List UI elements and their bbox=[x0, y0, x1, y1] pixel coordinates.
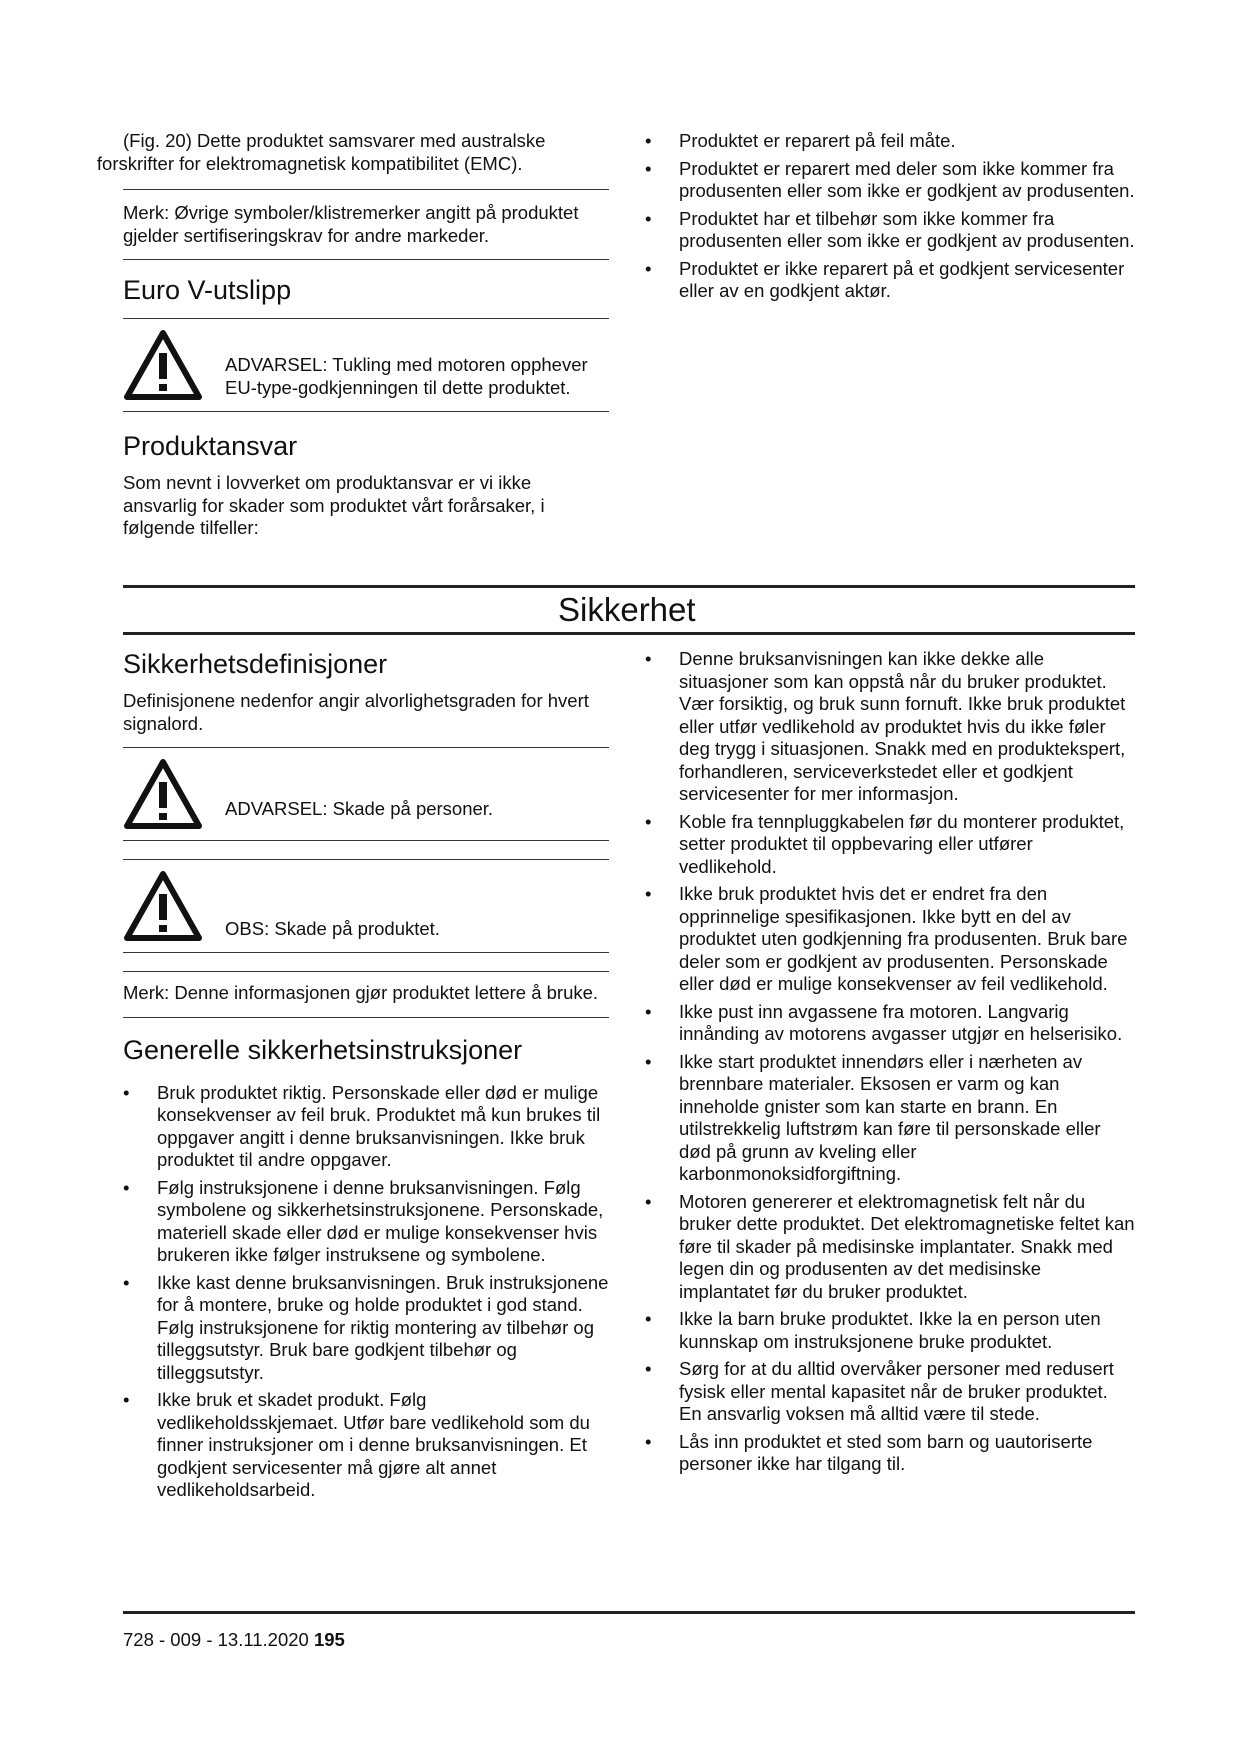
list-item: • Ikke pust inn avgassene fra motoren. Langvarig innånding av motorens avgasser utgjør en helserisiko. bbox=[645, 1000, 1123, 1044]
divider bbox=[123, 1017, 609, 1018]
figure-label: (Fig. 20) bbox=[123, 130, 192, 151]
list-item: • Lås inn produktet et sted som barn og uautoriserte personer ikke har tilgang til. bbox=[645, 1430, 1093, 1474]
figure-text-first: Dette produktet samsvarer med australske bbox=[196, 130, 546, 151]
section-title: Sikkerhet bbox=[558, 591, 696, 628]
divider bbox=[123, 971, 609, 972]
caution-definition-box bbox=[123, 860, 609, 952]
list-item: • Produktet er reparert med deler som ikke kommer fra produsenten eller som ikke er godkjent av produsenten. bbox=[645, 157, 1135, 201]
list-item: • Ikke start produktet innendørs eller i nærheten av brennbare materialer. Eksosen er varm og kan inneholde gnister som kan starte en brann. En utilstrekkelig luftstrøm kan føre til personskade eller død på grunn av kveling eller karbonmonoksidforgiftning. bbox=[645, 1050, 1101, 1184]
bottom-right-column bbox=[645, 648, 1135, 1481]
note-text: Denne informasjonen gjør produktet lettere å bruke. bbox=[169, 982, 599, 1003]
caution-text: Skade på produktet. bbox=[269, 917, 440, 939]
list-item: • Ikke bruk produktet hvis det er endret fra den opprinnelige spesifikasjonen. Ikke bytt en del av produktet uten godkjenning fra produsenten. Bruk bare deler som er godkjent av produsenten. Personskade eller død er mulige konsekvenser av feil vedlikehold. bbox=[645, 883, 1128, 994]
list-item: • Produktet er reparert på feil måte. bbox=[645, 130, 956, 151]
list-item: • Ikke la barn bruke produktet. Ikke la en person uten kunnskap om instruksjonene bruke produktet. bbox=[645, 1308, 1101, 1352]
definitions-heading: Sikkerhetsdefinisjoner bbox=[123, 649, 388, 679]
list-item: • Ikke bruk et skadet produkt. Følg vedlikeholdsskjemaet. Utfør bare vedlikehold som du finner instruksjoner om i denne bruksanvisningen. Et godkjent servicesenter må gjøre alt annet vedlikeholdsarbeid. bbox=[123, 1389, 590, 1500]
warning-definition-box bbox=[123, 748, 609, 840]
note-text: Øvrige symboler/klistremerker angitt på produktet gjelder sertifiseringskrav for andre markeder. bbox=[123, 202, 579, 246]
divider bbox=[123, 840, 609, 841]
warning-triangle-icon bbox=[123, 870, 203, 942]
warning-triangle-icon bbox=[123, 329, 203, 401]
doc-id: 728 - 009 - 13.11.2020 bbox=[123, 1629, 309, 1650]
liability-list bbox=[645, 130, 1135, 303]
list-item: • Følg instruksjonene i denne bruksanvisningen. Følg symbolene og sikkerhetsinstruksjonene. Personskade, materiell skade eller død er mulige konsekvenser hvis brukeren ikke følger instruksene og symbolene. bbox=[123, 1176, 604, 1265]
list-item: • Produktet er ikke reparert på et godkjent servicesenter eller av en godkjent aktør. bbox=[645, 257, 1125, 301]
list-item: • Ikke kast denne bruksanvisningen. Bruk instruksjonene for å montere, bruke og holde produktet i god stand. Følg instruksjonene for riktig montering av tilbehør og tilleggsutstyr. Bruk bare godkjent tilbehør og tilleggsutstyr. bbox=[123, 1271, 609, 1383]
note-paragraph bbox=[123, 982, 609, 1005]
page-number: 195 bbox=[313, 1629, 345, 1650]
warning-text: Skade på personer. bbox=[327, 797, 494, 819]
divider bbox=[123, 189, 609, 190]
figure-reference bbox=[96, 130, 609, 175]
warning-label: ADVARSEL: bbox=[225, 797, 328, 819]
divider bbox=[123, 952, 609, 953]
general-heading: Generelle sikkerhetsinstruksjoner bbox=[123, 1034, 523, 1065]
note-label: Merk: bbox=[123, 982, 170, 1003]
divider bbox=[123, 259, 609, 260]
figure-text-rest: forskrifter for elektromagnetisk kompatibilitet (EMC). bbox=[96, 152, 523, 174]
liability-heading: Produktansvar bbox=[123, 431, 298, 461]
list-item: • Koble fra tennpluggkabelen før du monterer produktet, setter produktet til oppbevaring eller utfører vedlikehold. bbox=[645, 810, 1125, 877]
definitions-intro: Definisjonene nedenfor angir alvorlighetsgraden for hvert signalord. bbox=[123, 690, 589, 734]
liability-text: Som nevnt i lovverket om produktansvar er vi ikke ansvarlig for skader som produktet vårt forårsaker, i følgende tilfeller: bbox=[123, 472, 545, 538]
divider bbox=[123, 411, 609, 412]
footer-divider bbox=[123, 1611, 1135, 1614]
euro-warning-box bbox=[123, 319, 609, 411]
list-item: • Sørg for at du alltid overvåker personer med redusert fysisk eller mental kapasitet når de bruker produktet. En ansvarlig voksen må alltid være til stede. bbox=[645, 1358, 1114, 1424]
section-title-bar bbox=[123, 585, 1135, 635]
list-item: • Produktet har et tilbehør som ikke kommer fra produsenten eller som ikke er godkjent av produsenten. bbox=[645, 207, 1135, 251]
list-item: • Bruk produktet riktig. Personskade eller død er mulige konsekvenser av feil bruk. Produktet må kun brukes til oppgaver angitt i denne bruksanvisningen. Ikke bruk produktet til andre oppgaver. bbox=[123, 1081, 601, 1170]
warning-triangle-icon bbox=[123, 758, 203, 830]
warning-text: Tukling med motoren opphever EU-type-godkjenningen til dette produktet. bbox=[225, 354, 588, 398]
general-safety-list bbox=[123, 1082, 609, 1502]
euro-heading: Euro V-utslipp bbox=[123, 275, 292, 305]
top-right-column bbox=[645, 130, 1135, 308]
footer bbox=[123, 1629, 345, 1651]
safety-list-continued bbox=[645, 648, 1135, 1476]
bottom-left-column bbox=[123, 648, 609, 1507]
note-paragraph bbox=[123, 202, 609, 247]
warning-label: ADVARSEL: bbox=[225, 354, 328, 375]
caution-label: OBS: bbox=[225, 917, 270, 939]
list-item: • Denne bruksanvisningen kan ikke dekke alle situasjoner som kan oppstå når du bruker produktet. Vær forsiktig, og bruk sunn fornuft. Ikke bruk produktet eller utfør vedlikehold av produktet hvis du ikke føler deg trygg i situasjonen. Snakk med en produktekspert, forhandleren, serviceverkstedet eller et godkjent servicesenter for mer informasjon. bbox=[645, 648, 1126, 804]
top-left-column bbox=[96, 130, 609, 540]
list-item: • Motoren genererer et elektromagnetisk felt når du bruker dette produktet. Det elektromagnetiske feltet kan føre til skader på medisinske implantater. Snakk med legen din og produsenten av det medisinske implantatet før du bruker produktet. bbox=[645, 1190, 1135, 1302]
note-label: Merk: bbox=[123, 202, 170, 223]
